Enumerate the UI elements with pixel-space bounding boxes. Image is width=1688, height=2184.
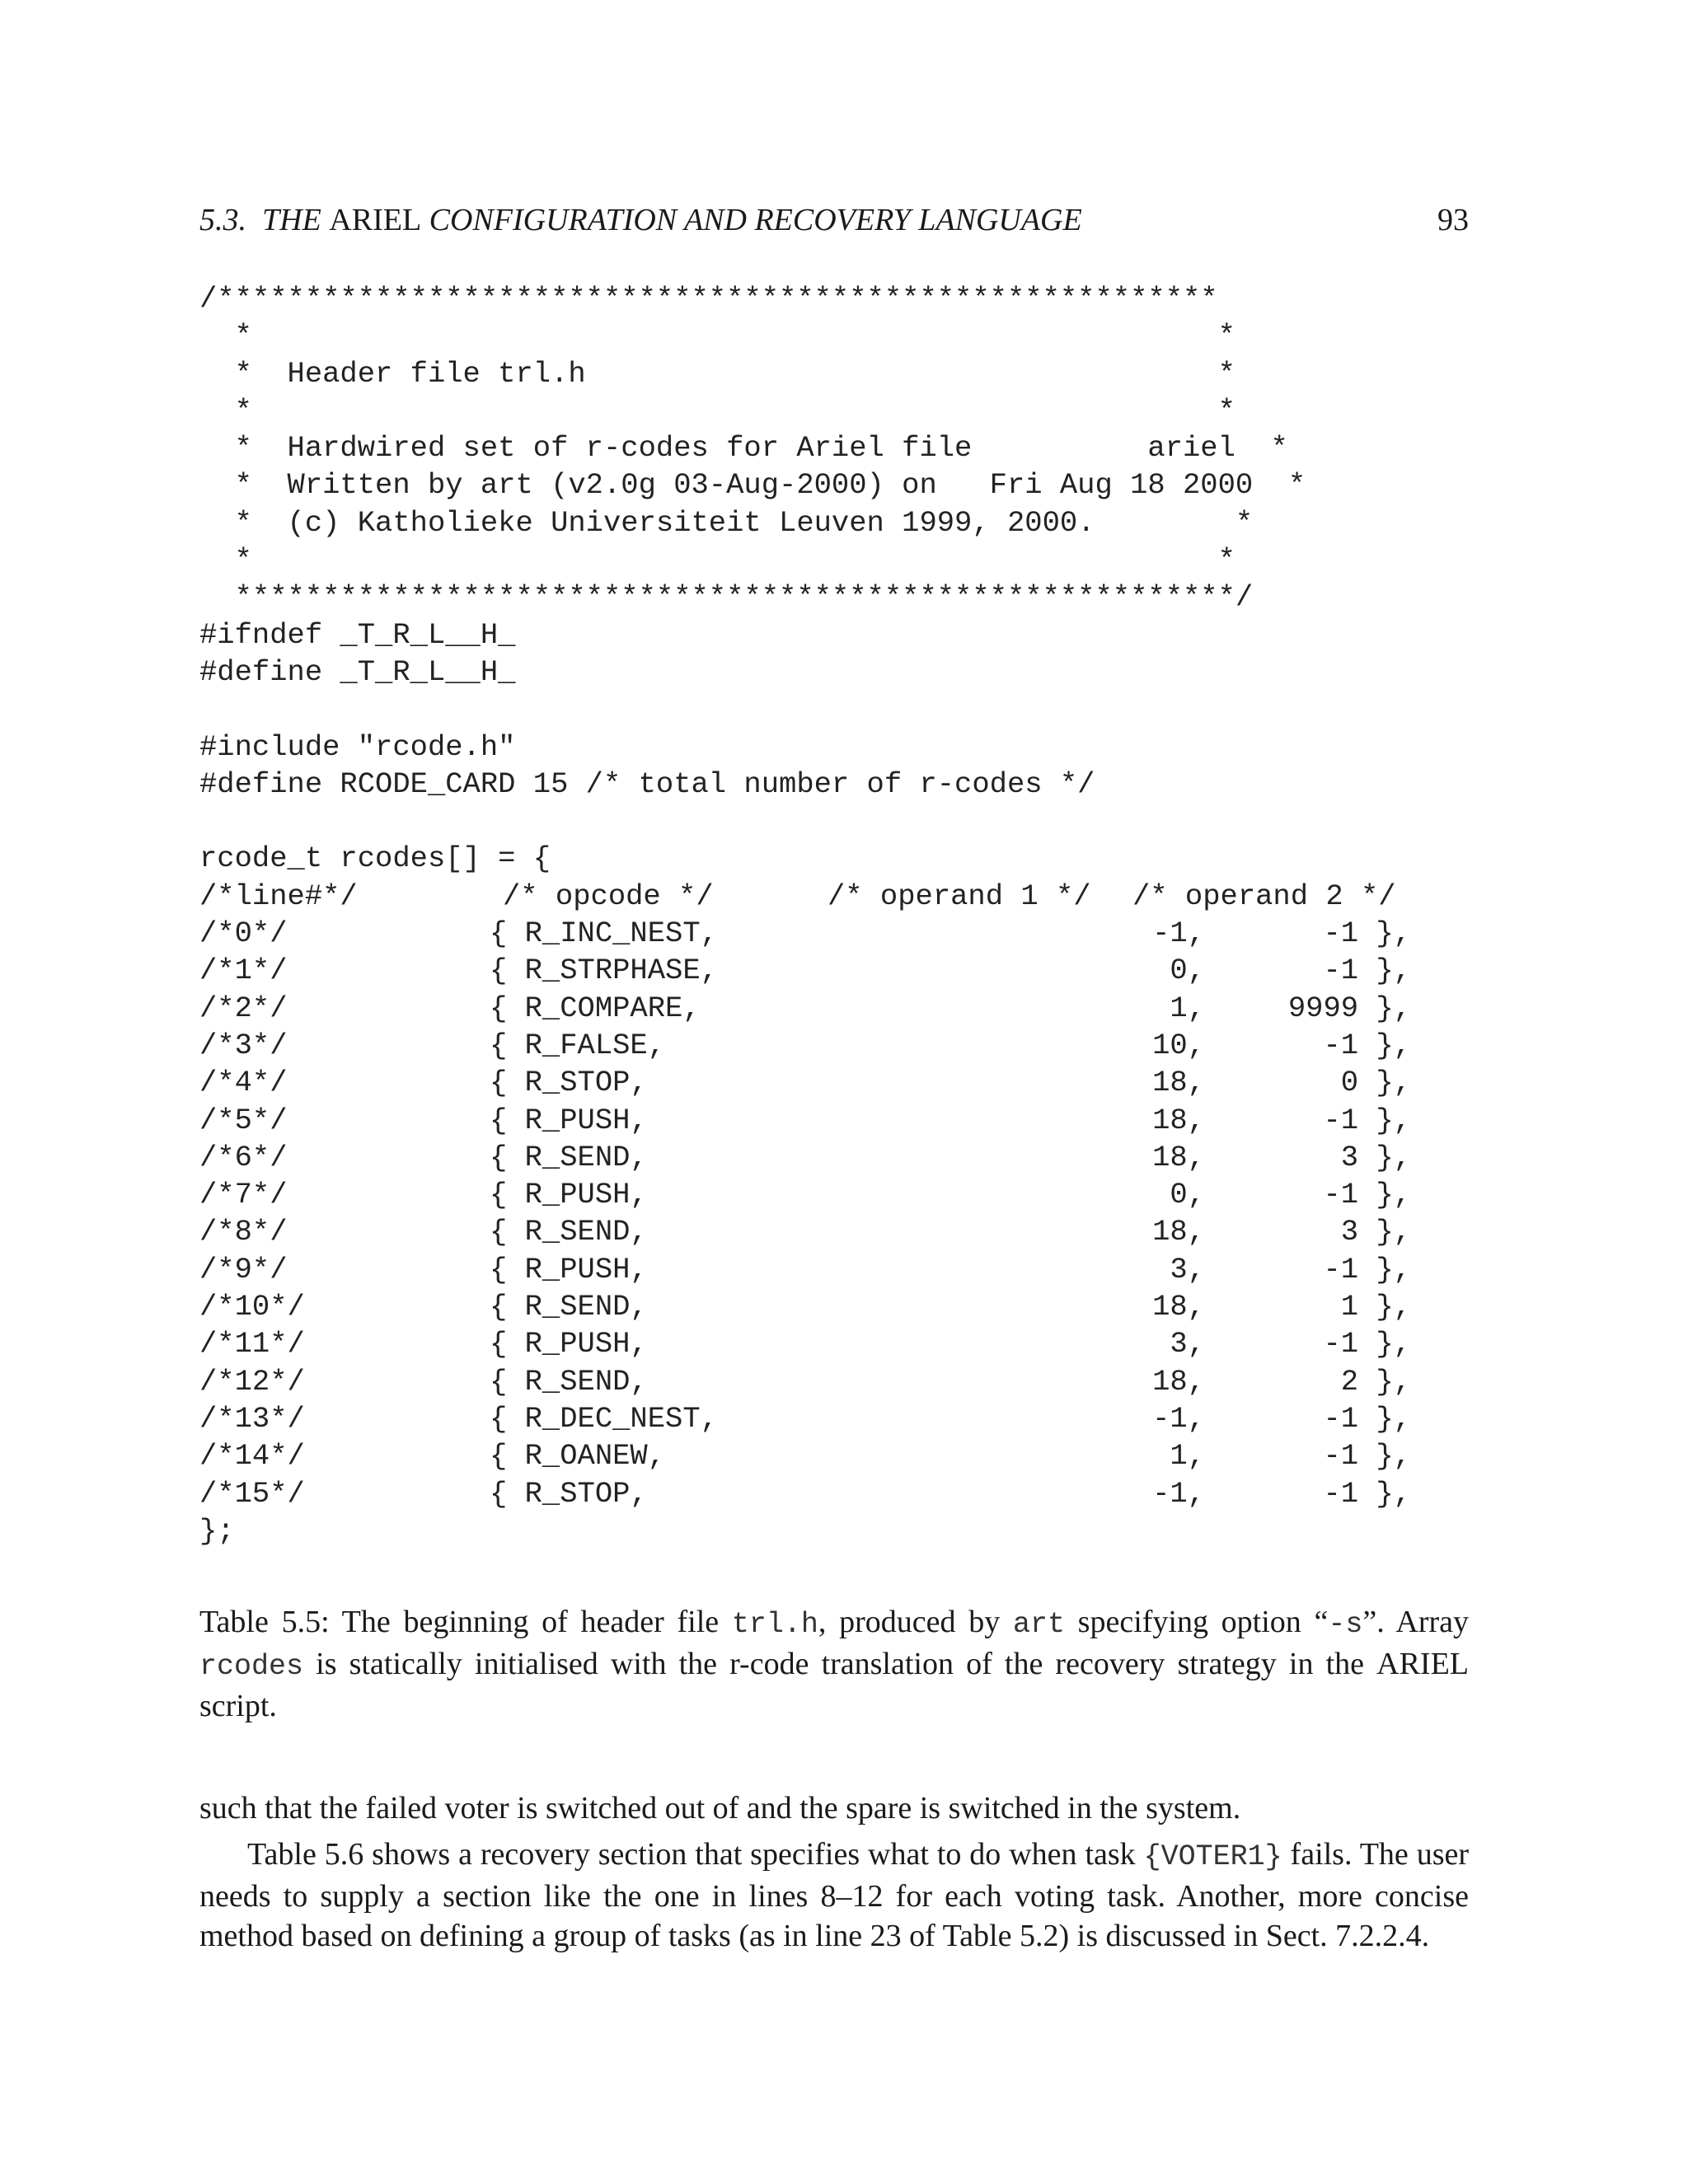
row-opcode: { R_SEND, bbox=[490, 1215, 648, 1249]
row-line-number: /*11*/ bbox=[199, 1327, 305, 1361]
banner-line: * * bbox=[199, 319, 1236, 354]
rcode-row bbox=[199, 1213, 1485, 1250]
row-operand2: -1 }, bbox=[1323, 954, 1411, 988]
section-title-ariel: ARIEL bbox=[329, 203, 422, 237]
banner-line: /********************************************************* bbox=[199, 282, 1218, 316]
row-opcode: { R_STOP, bbox=[490, 1066, 648, 1100]
rcode-row bbox=[199, 915, 1485, 952]
banner-line: *********************************************************/ bbox=[199, 580, 1254, 615]
rcode-row bbox=[199, 1251, 1485, 1288]
row-operand1: 18, bbox=[1152, 1066, 1205, 1100]
row-operand1: 3, bbox=[1170, 1327, 1205, 1361]
row-operand2: 3 }, bbox=[1340, 1140, 1411, 1174]
row-operand2: 2 }, bbox=[1340, 1364, 1411, 1399]
row-operand1: 18, bbox=[1152, 1103, 1205, 1137]
row-opcode: { R_SEND, bbox=[490, 1364, 648, 1399]
rcode-rows bbox=[199, 915, 1485, 1512]
row-operand1: -1, bbox=[1152, 1476, 1205, 1511]
rcode-row bbox=[199, 990, 1485, 1027]
row-line-number: /*6*/ bbox=[199, 1140, 288, 1174]
row-line-number: /*14*/ bbox=[199, 1439, 305, 1474]
code-line: #define RCODE_CARD 15 /* total number of r-codes */ bbox=[199, 766, 1095, 801]
row-operand2: 1 }, bbox=[1340, 1290, 1411, 1324]
row-line-number: /*13*/ bbox=[199, 1401, 305, 1436]
caption-text: script. bbox=[199, 1689, 277, 1723]
row-operand1: -1, bbox=[1152, 1401, 1205, 1436]
row-operand2: -1 }, bbox=[1323, 1178, 1411, 1212]
row-line-number: /*3*/ bbox=[199, 1028, 288, 1062]
row-operand2: 9999 }, bbox=[1287, 991, 1411, 1025]
row-operand2: -1 }, bbox=[1323, 1439, 1411, 1474]
caption-text: , produced by bbox=[818, 1605, 1013, 1639]
row-line-number: /*12*/ bbox=[199, 1364, 305, 1399]
row-opcode: { R_PUSH, bbox=[490, 1252, 648, 1286]
banner-line: * (c) Katholieke Universiteit Leuven 1999, 2000. * bbox=[199, 505, 1254, 540]
caption-text: specifying option “ bbox=[1064, 1605, 1329, 1639]
rcode-row bbox=[199, 1363, 1485, 1400]
row-opcode: { R_COMPARE, bbox=[490, 991, 701, 1025]
row-operand2: -1 }, bbox=[1323, 916, 1411, 951]
row-line-number: /*9*/ bbox=[199, 1252, 288, 1286]
rcode-row bbox=[199, 1437, 1485, 1474]
header-operand2-col: /* operand 2 */ bbox=[1132, 879, 1396, 913]
paragraph: such that the failed voter is switched out of and the spare is switched in the system. bbox=[199, 1791, 1241, 1825]
code-line: #define _T_R_L__H_ bbox=[199, 654, 516, 689]
row-line-number: /*7*/ bbox=[199, 1178, 288, 1212]
caption-code-option: -s bbox=[1328, 1608, 1363, 1641]
row-operand2: -1 }, bbox=[1323, 1103, 1411, 1137]
row-operand2: -1 }, bbox=[1323, 1252, 1411, 1286]
row-operand1: 18, bbox=[1152, 1215, 1205, 1249]
row-operand1: 10, bbox=[1152, 1028, 1205, 1062]
caption-text: ”. Array bbox=[1362, 1605, 1470, 1639]
paragraph-text: Table 5.6 shows a recovery section that specifies what to do when task bbox=[247, 1837, 1144, 1872]
code-line: rcode_t rcodes[] = { bbox=[199, 841, 551, 876]
row-operand2: 0 }, bbox=[1340, 1066, 1411, 1100]
row-opcode: { R_DEC_NEST, bbox=[490, 1401, 718, 1436]
rcode-row bbox=[199, 1325, 1485, 1362]
row-opcode: { R_PUSH, bbox=[490, 1178, 648, 1212]
row-operand2: -1 }, bbox=[1323, 1401, 1411, 1436]
row-opcode: { R_OANEW, bbox=[490, 1439, 666, 1474]
row-operand1: 18, bbox=[1152, 1290, 1205, 1324]
code-line: #ifndef _T_R_L__H_ bbox=[199, 617, 516, 652]
row-operand1: 1, bbox=[1170, 991, 1205, 1025]
caption-code-tool: art bbox=[1012, 1608, 1065, 1641]
row-operand2: -1 }, bbox=[1323, 1028, 1411, 1062]
code-line bbox=[199, 691, 1485, 728]
row-line-number: /*2*/ bbox=[199, 991, 288, 1025]
banner-line: * Written by art (v2.0g 03-Aug-2000) on Fri Aug 18 2000 * bbox=[199, 468, 1306, 503]
banner-line: * * bbox=[199, 393, 1236, 428]
rcode-row bbox=[199, 1027, 1485, 1064]
rcode-table-header bbox=[199, 878, 1485, 915]
body-text bbox=[199, 1788, 1469, 1962]
rcode-row bbox=[199, 1064, 1485, 1101]
code-line bbox=[199, 803, 1485, 840]
row-opcode: { R_PUSH, bbox=[490, 1103, 648, 1137]
rcode-row bbox=[199, 1176, 1485, 1213]
row-opcode: { R_FALSE, bbox=[490, 1028, 666, 1062]
section-title-part-c: CONFIGURATION AND RECOVERY LANGUAGE bbox=[429, 203, 1082, 237]
row-operand1: 0, bbox=[1170, 1178, 1205, 1212]
row-line-number: /*0*/ bbox=[199, 916, 288, 951]
rcode-row bbox=[199, 1475, 1485, 1512]
section-number: 5.3. bbox=[199, 203, 246, 237]
paragraph bbox=[199, 1835, 1469, 1956]
row-operand2: 3 }, bbox=[1340, 1215, 1411, 1249]
row-operand1: 1, bbox=[1170, 1439, 1205, 1474]
row-line-number: /*4*/ bbox=[199, 1066, 288, 1100]
running-header bbox=[199, 199, 1469, 241]
row-opcode: { R_INC_NEST, bbox=[490, 916, 718, 951]
paragraph-text: fails. The user needs to supply a section like the one in lines 8–12 for each voting task. Another, more concise method based on defining a group of tasks (as in line 23 of Table 5.2) is discussed in Sect. 7.2.2.4. bbox=[199, 1837, 1470, 1953]
closing-brace: }; bbox=[199, 1513, 235, 1548]
caption-text: Table 5.5: The beginning of header file bbox=[199, 1605, 732, 1639]
row-opcode: { R_SEND, bbox=[490, 1140, 648, 1174]
rcode-row bbox=[199, 1102, 1485, 1139]
row-line-number: /*5*/ bbox=[199, 1103, 288, 1137]
row-operand2: -1 }, bbox=[1323, 1327, 1411, 1361]
caption-code-array: rcodes bbox=[199, 1650, 304, 1683]
header-operand1-col: /* operand 1 */ bbox=[828, 879, 1091, 913]
row-line-number: /*10*/ bbox=[199, 1290, 305, 1324]
banner-comment bbox=[199, 280, 1485, 616]
banner-line: * Hardwired set of r-codes for Ariel file ariel * bbox=[199, 431, 1288, 466]
row-line-number: /*15*/ bbox=[199, 1476, 305, 1511]
rcode-row bbox=[199, 1400, 1485, 1437]
preamble bbox=[199, 616, 1485, 878]
code-line: #include "rcode.h" bbox=[199, 729, 516, 764]
rcode-row bbox=[199, 952, 1485, 989]
table-caption bbox=[199, 1602, 1469, 1726]
section-title bbox=[199, 199, 1082, 241]
row-operand1: 18, bbox=[1152, 1140, 1205, 1174]
row-operand1: -1, bbox=[1152, 916, 1205, 951]
row-line-number: /*8*/ bbox=[199, 1215, 288, 1249]
row-operand2: -1 }, bbox=[1323, 1476, 1411, 1511]
caption-ariel: ARIEL bbox=[1376, 1647, 1469, 1681]
header-line-col: /*line#*/ bbox=[199, 879, 358, 913]
header-opcode-col: /* opcode */ bbox=[503, 879, 714, 913]
row-operand1: 0, bbox=[1170, 954, 1205, 988]
banner-line: * Header file trl.h * bbox=[199, 356, 1236, 391]
paragraph-code-task: {VOTER1} bbox=[1143, 1840, 1282, 1873]
row-opcode: { R_PUSH, bbox=[490, 1327, 648, 1361]
page-number: 93 bbox=[1437, 203, 1469, 237]
row-operand1: 3, bbox=[1170, 1252, 1205, 1286]
banner-line: * * bbox=[199, 543, 1236, 578]
caption-text: is statically initialised with the r-code translation of the recovery strategy in the bbox=[303, 1647, 1377, 1681]
caption-code-filename: trl.h bbox=[731, 1608, 818, 1641]
row-line-number: /*1*/ bbox=[199, 954, 288, 988]
rcode-row bbox=[199, 1288, 1485, 1325]
row-operand1: 18, bbox=[1152, 1364, 1205, 1399]
section-title-part-a: THE bbox=[262, 203, 321, 237]
row-opcode: { R_SEND, bbox=[490, 1290, 648, 1324]
rcode-row bbox=[199, 1139, 1485, 1176]
row-opcode: { R_STRPHASE, bbox=[490, 954, 718, 988]
code-listing bbox=[199, 280, 1485, 1549]
row-opcode: { R_STOP, bbox=[490, 1476, 648, 1511]
